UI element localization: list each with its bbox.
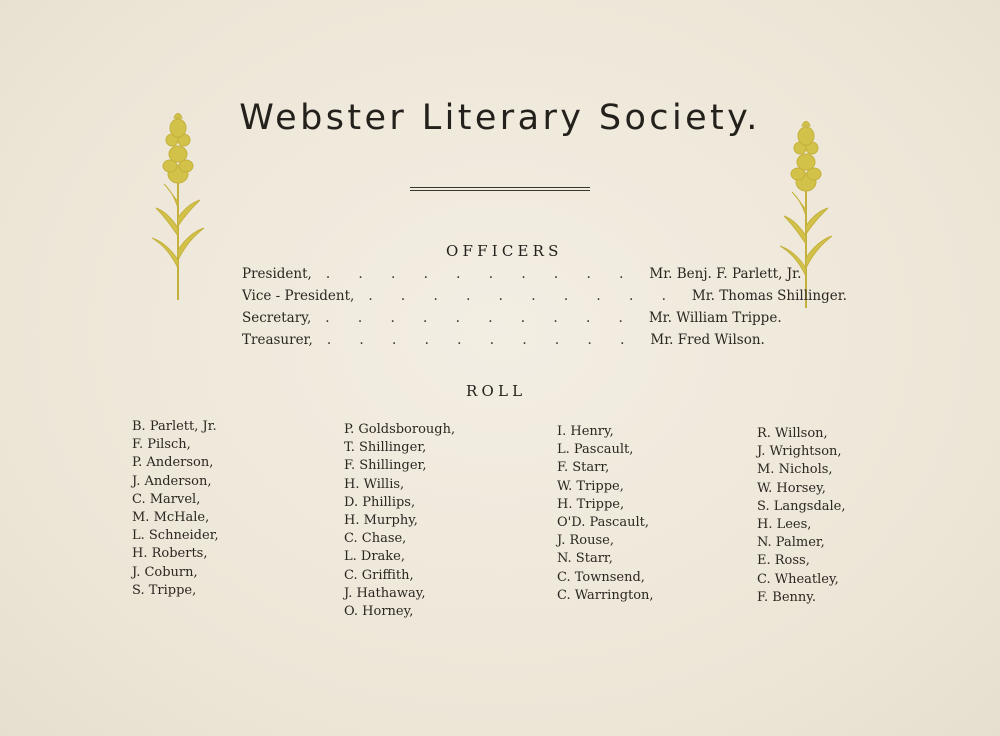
list-item: H. Trippe, <box>557 496 625 512</box>
officer-name: Mr. Fred Wilson. <box>650 332 765 348</box>
list-item: N. Starr, <box>557 551 613 567</box>
officer-role: Vice - President, <box>242 288 355 304</box>
list-item: R. Willson, <box>757 426 828 441</box>
list-item: C. Griffith, <box>344 567 414 583</box>
officer-row-secretary <box>242 310 782 330</box>
list-item: C. Chase, <box>344 531 407 547</box>
iris-flower-icon <box>148 110 208 300</box>
list-item: E. Ross, <box>757 553 810 569</box>
leader-dots: . . . . . . . . . . <box>325 310 635 326</box>
officer-row-treasurer <box>242 332 765 352</box>
officer-name: Mr. William Trippe. <box>648 310 782 326</box>
list-item: C. Warrington, <box>557 587 654 603</box>
officer-row-president <box>242 266 802 286</box>
roll-column-1 <box>132 418 219 600</box>
list-item: H. Murphy, <box>344 513 418 529</box>
officers-heading: OFFICERS <box>446 242 563 260</box>
officer-role: President, <box>242 266 312 282</box>
list-item: F. Shillinger, <box>344 458 427 474</box>
list-item: W. Trippe, <box>557 478 624 494</box>
list-item: H. Lees, <box>757 517 812 533</box>
list-item: B. Parlett, Jr. <box>132 419 217 434</box>
list-item: O'D. Pascault, <box>557 515 649 531</box>
roll-column-4 <box>757 425 846 607</box>
page-title: Webster Literary Society. <box>239 98 761 138</box>
leader-dots: . . . . . . . . . . <box>368 288 678 304</box>
list-item: L. Schneider, <box>132 528 219 544</box>
list-item: O. Horney, <box>344 604 414 620</box>
list-item: L. Drake, <box>344 549 405 565</box>
list-item: P. Goldsborough, <box>344 422 456 437</box>
roll-heading: ROLL <box>466 382 527 400</box>
list-item: D. Phillips, <box>344 494 416 510</box>
list-item: F. Pilsch, <box>132 437 191 453</box>
list-item: J. Anderson, <box>132 473 212 489</box>
leader-dots: . . . . . . . . . . <box>325 266 636 282</box>
list-item: T. Shillinger, <box>344 440 427 456</box>
officer-row-vice-president <box>242 288 847 308</box>
list-item: L. Pascault, <box>557 442 634 458</box>
list-item: I. Henry, <box>557 424 614 439</box>
roll-column-2 <box>344 421 455 621</box>
list-item: M. McHale, <box>132 510 210 526</box>
officer-role: Secretary, <box>242 310 312 326</box>
list-item: J. Wrightson, <box>757 444 842 460</box>
officer-role: Treasurer, <box>242 332 313 348</box>
list-item: H. Willis, <box>344 476 405 492</box>
list-item: J. Hathaway, <box>344 585 426 601</box>
list-item: M. Nichols, <box>757 462 833 478</box>
list-item: J. Coburn, <box>132 564 198 580</box>
list-item: F. Benny. <box>757 589 817 605</box>
list-item: F. Starr, <box>557 460 610 476</box>
list-item: N. Palmer, <box>757 535 825 551</box>
roll-column-3 <box>557 423 654 605</box>
list-item: C. Townsend, <box>557 569 645 585</box>
list-item: H. Roberts, <box>132 546 208 562</box>
title-divider <box>410 187 590 191</box>
list-item: J. Rouse, <box>557 533 614 549</box>
leader-dots: . . . . . . . . . . <box>326 332 637 348</box>
list-item: P. Anderson, <box>132 455 214 471</box>
officer-name: Mr. Thomas Shillinger. <box>691 288 847 304</box>
list-item: C. Wheatley, <box>757 571 839 587</box>
iris-flower-left-svg <box>148 110 208 300</box>
list-item: S. Trippe, <box>132 582 197 598</box>
list-item: C. Marvel, <box>132 491 201 507</box>
list-item: W. Horsey, <box>757 480 826 496</box>
officer-name: Mr. Benj. F. Parlett, Jr. <box>649 266 802 282</box>
list-item: S. Langsdale, <box>757 498 846 514</box>
